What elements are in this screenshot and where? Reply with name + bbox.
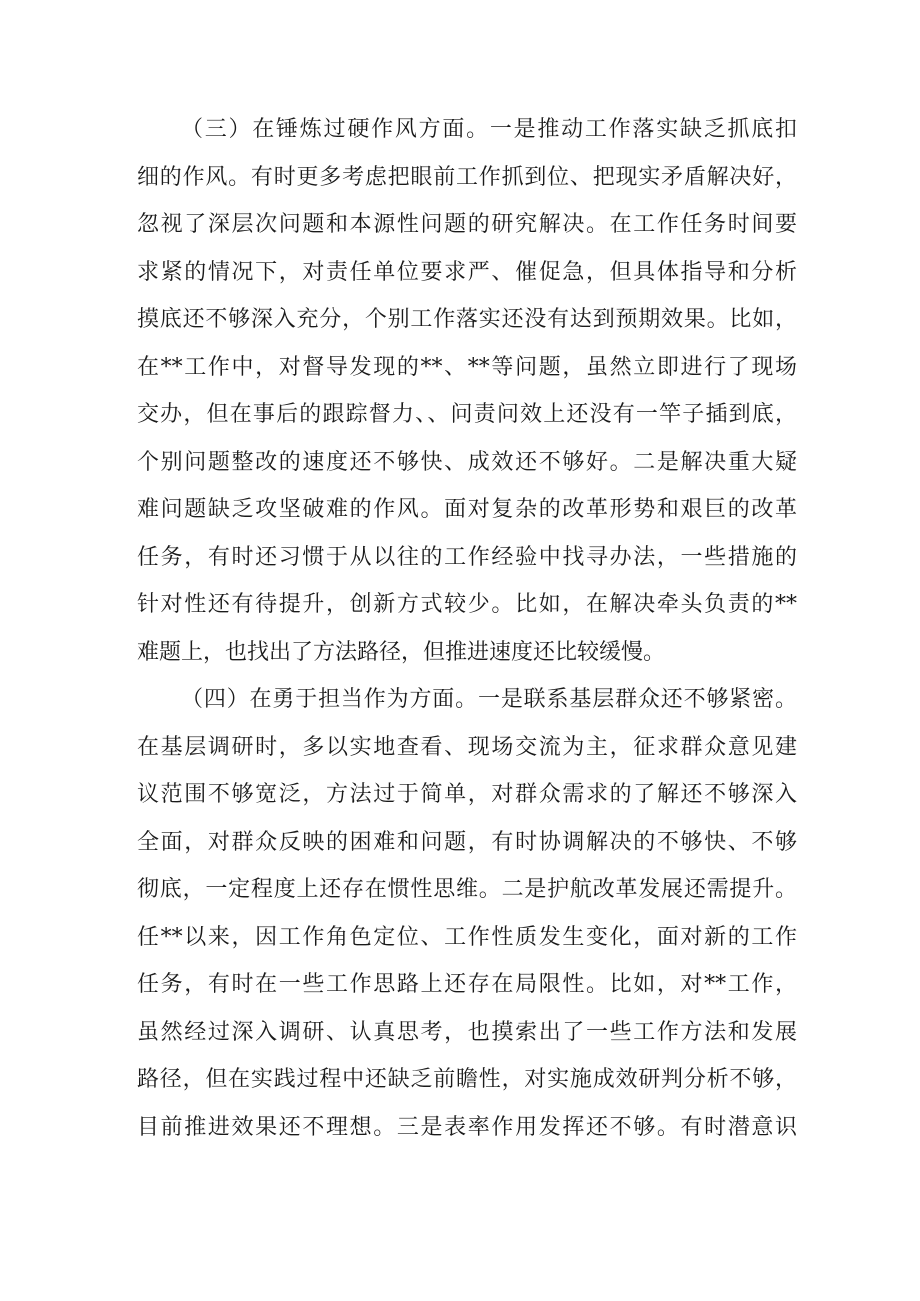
paragraph-line: 细的作风。有时更多考虑把眼前工作抓到位、把现实矛盾解决好， — [137, 164, 797, 190]
paragraph-line: 个别问题整改的速度还不够快、成效还不够好。二是解决重大疑 — [137, 449, 797, 475]
paragraph-line: 任务，有时还习惯于从以往的工作经验中找寻办法，一些措施的 — [137, 544, 797, 570]
paragraph-line: 忽视了深层次问题和本源性问题的研究解决。在工作任务时间要 — [137, 212, 797, 237]
paragraph-section-4 — [137, 676, 797, 1151]
paragraph-line: （三）在锤炼过硬作风方面。一是推动工作落实缺乏抓底扣 — [181, 117, 797, 142]
paragraph-line: 议范围不够宽泛，方法过于简单，对群众需求的了解还不够深入 — [137, 782, 797, 807]
paragraph-section-3 — [137, 106, 797, 676]
document-body — [137, 106, 797, 1151]
paragraph-line: 目前推进效果还不理想。三是表率作用发挥还不够。有时潜意识 — [137, 1114, 797, 1140]
paragraph-line: 求紧的情况下，对责任单位要求严、催促急，但具体指导和分析 — [137, 259, 797, 285]
paragraph-line: 难问题缺乏攻坚破难的作风。面对复杂的改革形势和艰巨的改革 — [137, 497, 797, 522]
paragraph-line: 在基层调研时，多以实地查看、现场交流为主，征求群众意见建 — [137, 734, 797, 760]
paragraph-line: 针对性还有待提升，创新方式较少。比如，在解决牵头负责的** — [137, 592, 797, 617]
paragraph-line: （四）在勇于担当作为方面。一是联系基层群众还不够紧密。 — [181, 687, 797, 712]
paragraph-line: 彻底，一定程度上还存在惯性思维。二是护航改革发展还需提升。 — [137, 877, 797, 902]
paragraph-line: 难题上，也找出了方法路径，但推进速度还比较缓慢。 — [137, 639, 666, 665]
paragraph-line: 虽然经过深入调研、认真思考，也摸索出了一些工作方法和发展 — [137, 1019, 797, 1045]
paragraph-line: 交办，但在事后的跟踪督力、、问责问效上还没有一竿子插到底， — [137, 402, 797, 427]
paragraph-line: 摸底还不够深入充分，个别工作落实还没有达到预期效果。比如， — [137, 307, 797, 332]
paragraph-line: 任**以来，因工作角色定位、工作性质发生变化，面对新的工作 — [137, 924, 797, 950]
paragraph-line: 路径，但在实践过程中还缺乏前瞻性，对实施成效研判分析不够， — [137, 1067, 797, 1092]
paragraph-line: 任务，有时在一些工作思路上还存在局限性。比如，对**工作， — [137, 972, 797, 997]
paragraph-line: 全面，对群众反映的困难和问题，有时协调解决的不够快、不够 — [137, 829, 797, 855]
paragraph-line: 在**工作中，对督导发现的**、**等问题，虽然立即进行了现场 — [137, 354, 797, 380]
